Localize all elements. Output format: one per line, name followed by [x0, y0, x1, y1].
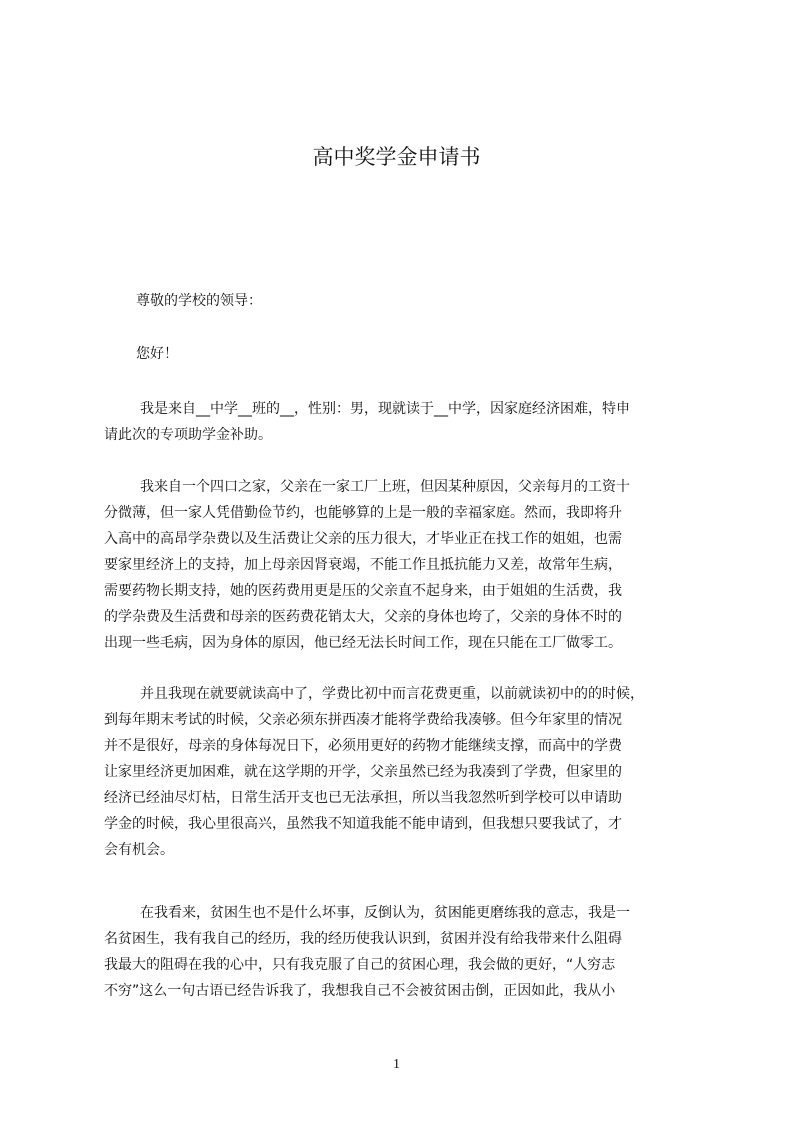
paragraph-line: 并不是很好，母亲的身体每况日下，必须用更好的药物才能继续支撑，而高中的学费 [104, 738, 622, 754]
paragraph-poverty-view [104, 900, 700, 1004]
greeting: 您好！ [136, 346, 178, 362]
paragraph-application-intro [104, 396, 700, 448]
paragraph-line: 会有机会。 [104, 842, 174, 858]
paragraph-line: 我是来自__中学__班的__，性别：男，现就读于__中学，因家庭经济困难，特申 [140, 401, 630, 417]
paragraph-line: 学金的时候，我心里很高兴，虽然我不知道我能不能申请到，但我想只要我试了，才 [104, 816, 622, 832]
paragraph-line: 经济已经油尽灯枯，日常生活开支也已无法承担，所以当我忽然听到学校可以申请助 [104, 790, 622, 806]
paragraph-line: 我来自一个四口之家，父亲在一家工厂上班，但因某种原因，父亲每月的工资十 [140, 479, 630, 495]
paragraph-line: 让家里经济更加困难，就在这学期的开学，父亲虽然已经为我凑到了学费，但家里的 [104, 764, 622, 780]
paragraph-line: 需要药物长期支持，她的医药费用更是压的父亲直不起身来，由于姐姐的生活费，我 [104, 583, 622, 599]
paragraph-line: 并且我现在就要就读高中了，学费比初中而言花费更重，以前就读初中的的时候， [140, 686, 644, 702]
paragraph-line: 在我看来，贫困生也不是什么坏事，反倒认为，贫困能更磨练我的意志，我是一 [140, 905, 630, 921]
salutation: 尊敬的学校的领导： [136, 293, 262, 309]
paragraph-line: 的学杂费及生活费和母亲的医药费花销太大，父亲的身体也垮了，父亲的身体不时的 [104, 609, 622, 625]
document-title: 高中奖学金申请书 [312, 145, 481, 169]
paragraph-line: 要家里经济上的支持，加上母亲因肾衰竭，不能工作且抵抗能力又差，故常年生病， [104, 557, 622, 573]
page-number: 1 [393, 1057, 400, 1072]
paragraph-line: 入高中的高昂学杂费以及生活费让父亲的压力很大，才毕业正在找工作的姐姐，也需 [104, 531, 622, 547]
paragraph-line: 出现一些毛病，因为身体的原因，他已经无法长时间工作，现在只能在工厂做零工。 [104, 635, 622, 651]
paragraph-line: 分微薄，但一家人凭借勤俭节约，也能够算的上是一般的幸福家庭。然而，我即将升 [104, 505, 622, 521]
paragraph-line: 名贫困生，我有我自己的经历，我的经历使我认识到，贫困并没有给我带来什么阻碍 [104, 931, 622, 947]
paragraph-school-fees [104, 681, 700, 863]
paragraph-line: 不穷”这么一句古语已经告诉我了，我想我自己不会被贫困击倒，正因如此，我从小 [104, 983, 616, 999]
paragraph-line: 到每年期末考试的时候，父亲必须东拼西凑才能将学费给我凑够。但今年家里的情况 [104, 712, 622, 728]
paragraph-line: 我最大的阻碍在我的心中，只有我克服了自己的贫困心理，我会做的更好，“人穷志 [104, 957, 616, 973]
paragraph-family-situation [104, 474, 700, 656]
paragraph-line: 请此次的专项助学金补助。 [104, 427, 272, 443]
